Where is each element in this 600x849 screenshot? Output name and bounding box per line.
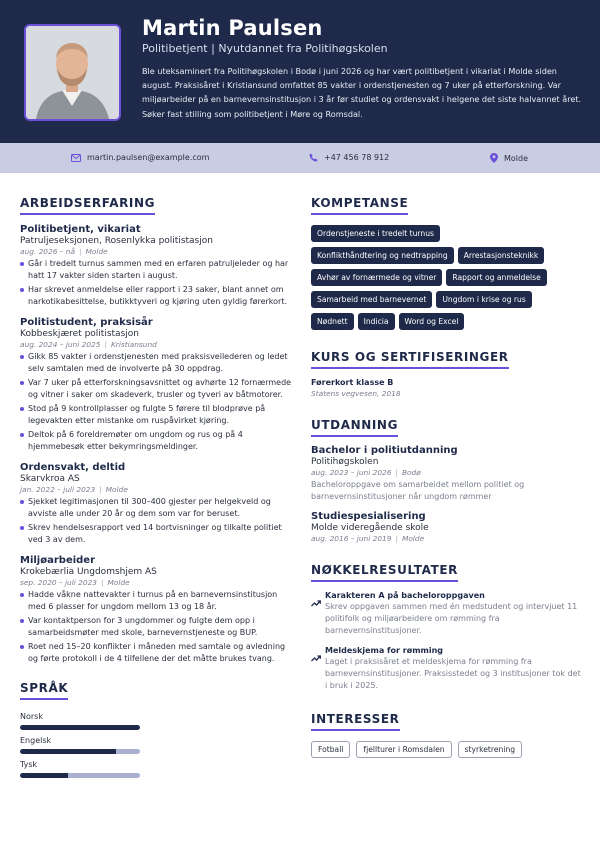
skill-tag: Word og Excel: [399, 313, 465, 330]
bullet-item: Går i tredelt turnus sammen med en erfaren patruljeleder og har hatt 17 vakter siden starten i august.: [20, 258, 292, 282]
education-list: [311, 445, 581, 543]
section-title-languages: SPRÅK: [20, 681, 68, 700]
education-entry: [311, 511, 581, 543]
education-description: Bacheloroppgave om samarbeidet mellom politiet og barnevernsinstitusjoner når ungdom rømmer: [311, 480, 525, 501]
course-entry: [311, 378, 581, 398]
language-item: [20, 736, 292, 754]
contact-location: [490, 153, 528, 163]
experience-entry: [20, 462, 292, 546]
language-level-bar: [20, 773, 140, 778]
language-list: [20, 712, 292, 778]
bullet-item: Skrev hendelsesrapport ved 14 bortvisninger og tilkalte politiet ved 3 av dem.: [20, 522, 292, 546]
section-title-interests: INTERESSER: [311, 712, 400, 731]
language-level-fill: [20, 725, 140, 730]
job-meta: [20, 485, 292, 494]
language-name: Norsk: [20, 712, 43, 721]
achievement-title: Karakteren A på bacheloroppgaven: [325, 591, 485, 600]
job-meta: [20, 247, 292, 256]
language-level-fill: [20, 773, 68, 778]
candidate-subtitle: Politibetjent | Nyutdannet fra Politihøgskolen: [142, 42, 388, 55]
section-title-experience: ARBEIDSERFARING: [20, 196, 155, 215]
job-organization: Krokebærlia Ungdomshjem AS: [20, 567, 157, 577]
skill-list: [311, 225, 556, 330]
candidate-name: Martin Paulsen: [142, 16, 323, 40]
skill-tag: Samarbeid med barnevernet: [311, 291, 432, 308]
course-title: Førerkort klasse B: [311, 378, 394, 387]
section-title-achievements: NØKKELRESULTATER: [311, 563, 458, 582]
location-text: Molde: [504, 153, 529, 163]
email-text: martin.paulsen@example.com: [87, 153, 210, 162]
contact-email[interactable]: [71, 153, 209, 162]
education-meta: [311, 534, 581, 543]
left-column: [20, 192, 292, 784]
avatar-illustration: [26, 26, 119, 119]
achievement-description: Laget i praksisåret et meldeskjema for rømming fra barnevernsinstitusjoner. Praksisstedet og 3 institusjoner tok det i bruk i 2025.: [325, 657, 581, 690]
school-name: Politihøgskolen: [311, 457, 379, 467]
achievement-description: Skrev oppgaven sammen med én medstudent og intervjuet 11 politifolk og miljøarbeidere om rømming fra barnevernsinstitusjoner.: [325, 602, 578, 635]
skill-tag: Konflikthåndtering og nedtrapping: [311, 247, 454, 264]
job-organization: Patruljeseksjonen, Rosenlykka politistasjon: [20, 236, 213, 246]
achievement-entry: [311, 591, 581, 637]
job-organization: Skarvkroa AS: [20, 474, 80, 484]
job-dates: jan. 2022 – juli 2023: [20, 485, 96, 494]
bullet-item: Gikk 85 vakter i ordenstjenesten med praksisveilederen og ledet selv samtalen med de involverte på 30 oppdrag.: [20, 351, 292, 375]
bullet-item: Hadde våkne nattevakter i turnus på en barnevernsinstitusjon med 6 plasser for ungdom mellom 13 og 18 år.: [20, 589, 292, 613]
job-place: Molde: [85, 247, 108, 256]
job-bullets: [20, 496, 292, 546]
trend-up-icon: [311, 646, 323, 692]
language-level-fill: [20, 749, 116, 754]
job-dates: sep. 2020 – juli 2023: [20, 578, 97, 587]
meta-separator: |: [101, 578, 104, 587]
degree-title: Bachelor i politiutdanning: [311, 445, 458, 456]
job-title: Politistudent, praksisår: [20, 317, 153, 328]
job-title: Miljøarbeider: [20, 555, 96, 566]
section-title-skills: KOMPETANSE: [311, 196, 408, 215]
section-title-courses: KURS OG SERTIFISERINGER: [311, 350, 509, 369]
education-meta: [311, 468, 581, 477]
profile-summary: Ble uteksaminert fra Politihøgskolen i Bodø i juni 2026 og har vært politibetjent i vikariat i Molde siden august. Praksisåret i Kristiansund omfattet 85 vakter i ordenstjenesten og 7 uker på etterforskning. Var miljøarbeider på en barnevernsinstitusjon i 3 år før studiet og ordensvakt i helgene det siste halvannet året. Søker fast stilling som politibetjent i Møre og Romsdal.: [142, 66, 582, 119]
language-level-bar: [20, 725, 140, 730]
map-pin-icon: [490, 153, 498, 163]
experience-entry: [20, 224, 292, 308]
job-dates: aug. 2026 – nå: [20, 247, 76, 256]
phone-icon: [309, 153, 318, 162]
bullet-item: Sjekket legitimasjonen til 300–400 gjester per helgekveld og avviste alle under 20 år og dem som var for beruset.: [20, 496, 292, 520]
education-entry: [311, 445, 581, 503]
achievement-entry: [311, 646, 581, 692]
degree-title: Studiespesialisering: [311, 511, 426, 522]
contact-phone[interactable]: [309, 153, 389, 162]
interest-list: [311, 741, 581, 758]
envelope-icon: [71, 154, 81, 162]
education-place: Molde: [401, 534, 425, 543]
bullet-item: Roet ned 15–20 konflikter i måneden med samtale og avledning og førte protokoll i de 4 tilfellene der det måtte brukes tvang.: [20, 641, 292, 665]
bullet-item: Har skrevet anmeldelse eller rapport i 23 saker, blant annet om narkotikabesittelse, butikktyveri og kjøring uten gyldig førerkort.: [20, 284, 292, 308]
job-meta: [20, 340, 292, 349]
meta-separator: |: [104, 340, 107, 349]
bullet-item: Var 7 uker på etterforskningsavsnittet og avhørte 12 fornærmede og vitner i saker om skadeverk, trusler og tyveri av båtmotorer.: [20, 377, 292, 401]
skill-tag: Rapport og anmeldelse: [446, 269, 546, 286]
job-place: Kristiansund: [110, 340, 157, 349]
language-level-bar: [20, 749, 140, 754]
meta-separator: |: [395, 534, 398, 543]
skill-tag: Ungdom i krise og rus: [436, 291, 531, 308]
job-organization: Kobbeskjæret politistasjon: [20, 329, 139, 339]
course-issuer: Statens vegvesen, 2018: [311, 389, 401, 398]
language-item: [20, 760, 292, 778]
profile-photo: [24, 24, 121, 121]
language-name: Tysk: [20, 760, 38, 769]
experience-list: [20, 224, 292, 665]
meta-separator: |: [395, 468, 398, 477]
language-name: Engelsk: [20, 736, 52, 745]
achievement-body: [325, 591, 581, 637]
job-bullets: [20, 589, 292, 665]
education-dates: aug. 2023 – juni 2026: [311, 468, 392, 477]
achievement-body: [325, 646, 581, 692]
achievement-list: [311, 591, 581, 692]
education-place: Bodø: [401, 468, 421, 477]
bullet-item: Var kontaktperson for 3 ungdommer og fulgte dem opp i samarbeidsmøter med skole, barnevernstjeneste og BUP.: [20, 615, 292, 639]
meta-separator: |: [99, 485, 102, 494]
job-title: Politibetjent, vikariat: [20, 224, 141, 235]
school-name: Molde videregående skole: [311, 523, 429, 533]
contact-bar: [0, 143, 600, 173]
achievement-title: Meldeskjema for rømming: [325, 646, 444, 655]
job-title: Ordensvakt, deltid: [20, 462, 126, 473]
job-place: Molde: [105, 485, 128, 494]
experience-entry: [20, 317, 292, 453]
interest-tag: fjellturer i Romsdalen: [356, 741, 451, 758]
skill-tag: Avhør av fornærmede og vitner: [311, 269, 442, 286]
language-item: [20, 712, 292, 730]
bullet-item: Deltok på 6 foreldremøter om ungdom og rus og på 4 hjemmebesøk etter bekymringsmeldinger.: [20, 429, 292, 453]
meta-separator: |: [79, 247, 82, 256]
bullet-item: Stod på 9 kontrollplasser og fulgte 5 førere til blodprøve på legevakten etter mistanke om ruspåvirket kjøring.: [20, 403, 292, 427]
phone-text: +47 456 78 912: [324, 153, 390, 162]
skill-tag: Nødnett: [311, 313, 354, 330]
header: [0, 0, 600, 143]
skill-tag: Arrestasjonsteknikk: [458, 247, 545, 264]
job-bullets: [20, 351, 292, 453]
course-list: [311, 378, 581, 398]
right-column: [311, 192, 581, 758]
skill-tag: Indicia: [358, 313, 395, 330]
job-place: Molde: [107, 578, 130, 587]
experience-entry: [20, 555, 292, 665]
interest-tag: styrketrening: [458, 741, 523, 758]
trend-up-icon: [311, 591, 323, 637]
education-dates: aug. 2016 – juni 2019: [311, 534, 392, 543]
job-dates: aug. 2024 – juni 2025: [20, 340, 101, 349]
skill-tag: Ordenstjeneste i tredelt turnus: [311, 225, 440, 242]
interest-tag: Fotball: [311, 741, 350, 758]
job-bullets: [20, 258, 292, 308]
section-title-education: UTDANNING: [311, 418, 398, 437]
job-meta: [20, 578, 292, 587]
